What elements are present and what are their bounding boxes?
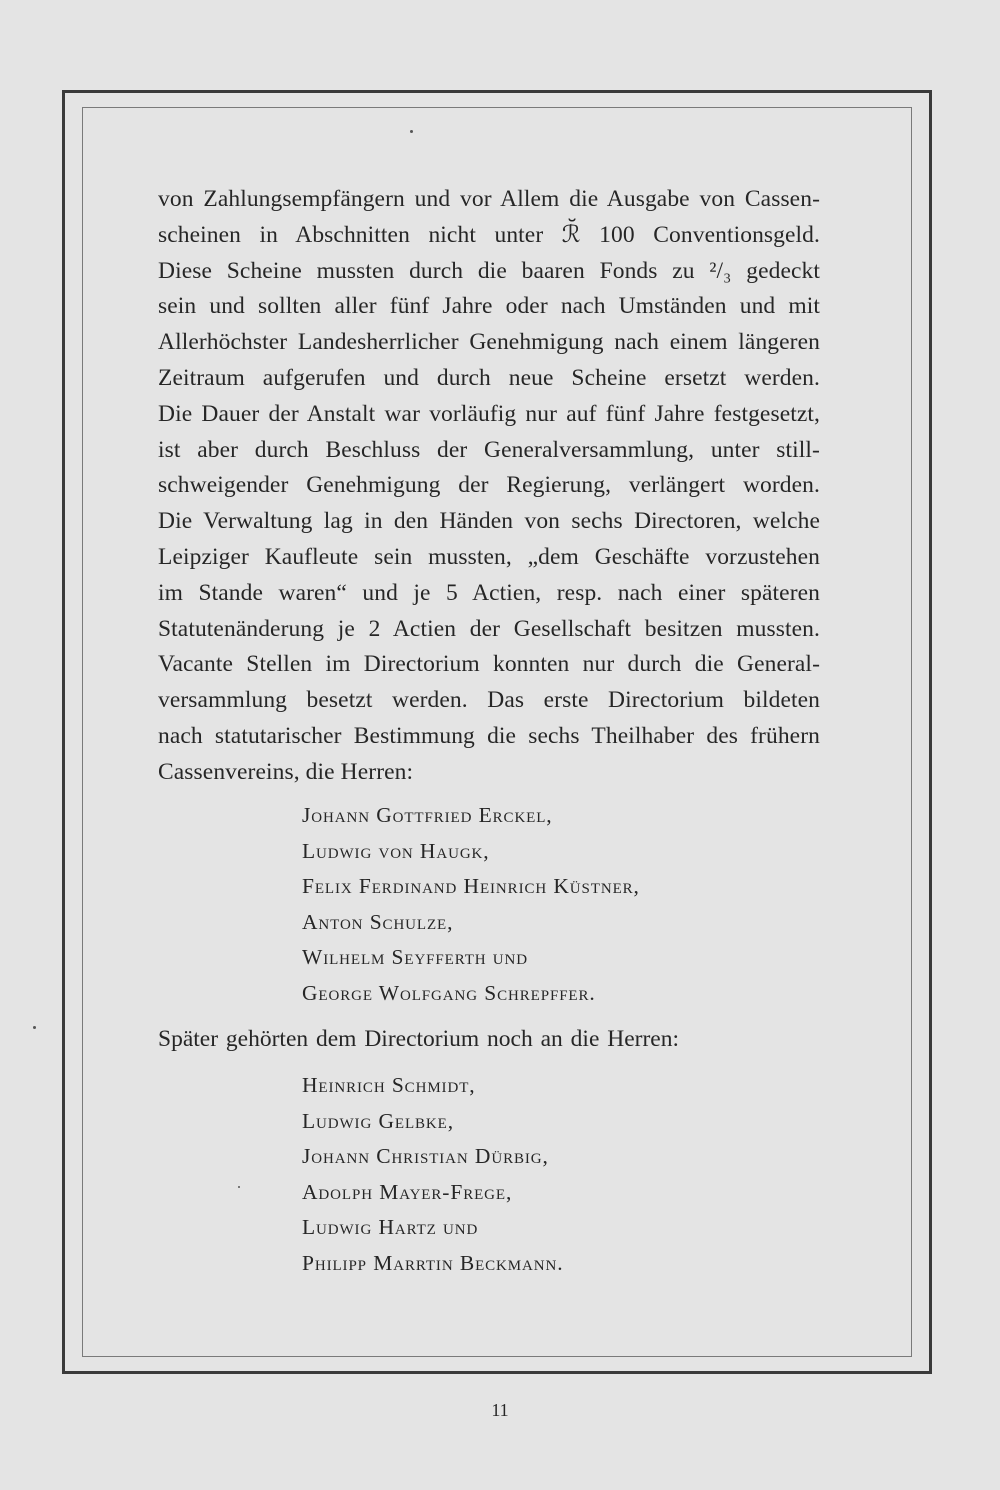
director-name: Wilhelm Seyfferth und — [302, 945, 528, 970]
body-line: Allerhöchster Landesherrlicher Genehmigung nach einem längeren — [158, 329, 820, 356]
director-name: Adolph Mayer-Frege, — [302, 1179, 513, 1204]
director-name: Philipp Marrtin Beckmann. — [302, 1250, 564, 1275]
director-name: Ludwig Gelbke, — [302, 1108, 454, 1133]
director-name: Johann Christian Dürbig, — [302, 1144, 549, 1169]
body-line: Die Dauer der Anstalt war vorläufig nur auf fünf Jahre festgesetzt, — [158, 400, 820, 427]
body-line: Leipziger Kaufleute sein mussten, „dem Geschäfte vorzustehen — [158, 543, 820, 570]
director-name: Anton Schulze, — [302, 909, 454, 934]
body-paragraph — [158, 182, 820, 791]
body-line: nach statutarischer Bestimmung die sechs Theilhaber des frühern — [158, 722, 820, 749]
first-directors-list — [302, 798, 640, 1012]
director-name: Heinrich Schmidt, — [302, 1073, 476, 1097]
body-line: Diese Scheine mussten durch die baaren Fonds zu ²/₃ gedeckt — [158, 257, 820, 284]
director-name: George Wolfgang Schrepffer. — [302, 980, 596, 1005]
body-line: von Zahlungsempfängern und vor Allem die Ausgabe von Cassen- — [158, 186, 820, 212]
body-line: Zeitraum aufgerufen und durch neue Scheine ersetzt werden. — [158, 364, 820, 391]
director-name: Ludwig Hartz und — [302, 1215, 479, 1240]
later-directors-intro: Später gehörten dem Directorium noch an die Herren: — [158, 1026, 680, 1052]
page-number: 11 — [491, 1400, 509, 1420]
body-line: im Stande waren“ und je 5 Actien, resp. nach einer späteren — [158, 579, 820, 606]
director-name: Ludwig von Haugk, — [302, 838, 490, 863]
body-line: Vacante Stellen im Directorium konnten nur durch die General- — [158, 651, 820, 678]
director-name: Felix Ferdinand Heinrich Küstner, — [302, 874, 640, 899]
body-line: Statutenänderung je 2 Actien der Gesellschaft besitzen mussten. — [158, 615, 820, 642]
paper-speck — [33, 1026, 36, 1029]
body-line: ist aber durch Beschluss der Generalversammlung, unter still- — [158, 436, 820, 463]
body-line: versammlung besetzt werden. Das erste Directorium bildeten — [158, 687, 820, 714]
body-line: Cassenvereins, die Herren: — [158, 758, 414, 785]
body-line: Die Verwaltung lag in den Händen von sechs Directoren, welche — [158, 508, 820, 535]
paper-speck — [238, 1186, 240, 1188]
body-line: schweigender Genehmigung der Regierung, verlängert worden. — [158, 472, 820, 499]
body-line: scheinen in Abschnitten nicht unter ℛ̆ 100 Conventionsgeld. — [158, 221, 820, 248]
paper-speck — [410, 130, 413, 133]
director-name: Johann Gottfried Erckel, — [302, 803, 553, 827]
later-directors-list — [302, 1068, 563, 1282]
body-line: sein und sollten aller fünf Jahre oder nach Umständen und mit — [158, 293, 820, 320]
